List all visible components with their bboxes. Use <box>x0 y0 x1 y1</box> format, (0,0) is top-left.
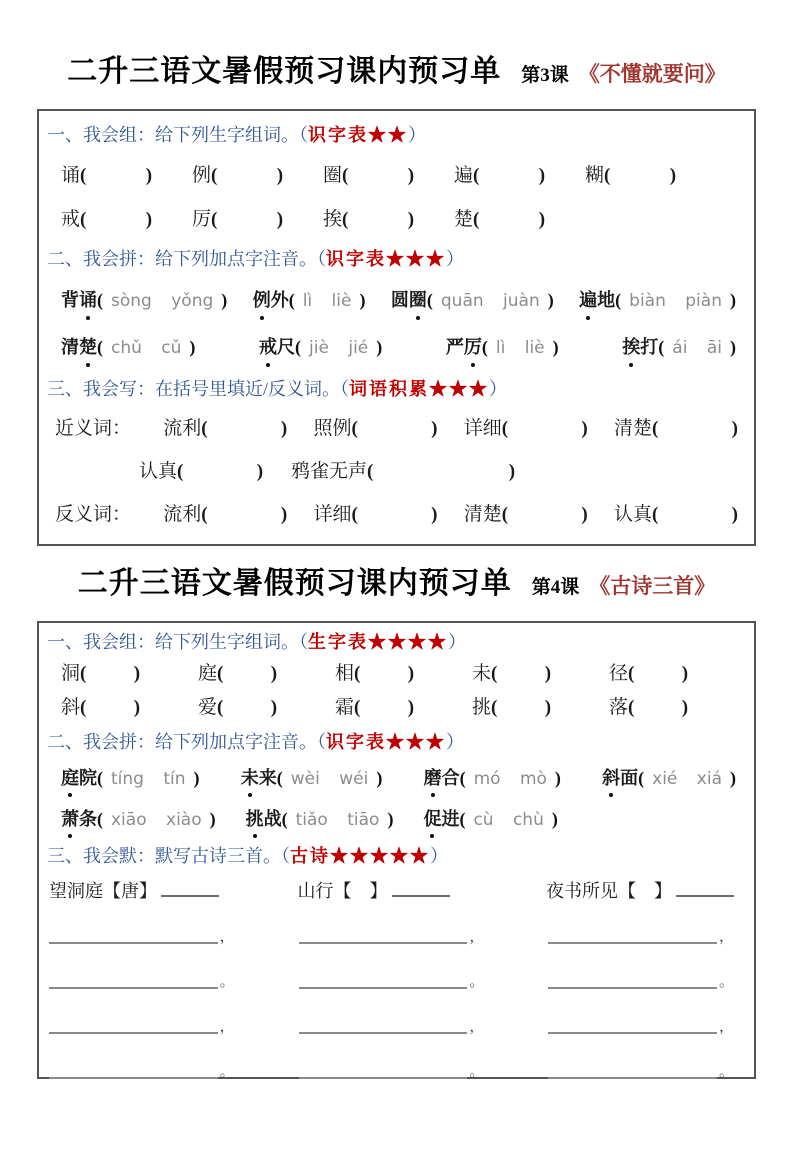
page-title: 二升三语文暑假预习课内预习单 <box>67 55 502 88</box>
worksheet-box-2 <box>37 621 756 1079</box>
writing-line <box>49 969 235 989</box>
word-char: 挨 <box>323 209 343 230</box>
punctuation: 。 <box>718 1064 734 1080</box>
word-char-dotted: 斜 <box>602 762 620 794</box>
section-source-label <box>281 846 448 866</box>
pinyin-row <box>47 762 740 795</box>
answer-blank-parens <box>491 660 551 688</box>
poem-title-row <box>47 876 740 906</box>
word-char-dotted: 圈 <box>409 283 427 317</box>
answer-blank-parens <box>217 694 277 722</box>
answer-blank-parens <box>367 457 515 487</box>
pinyin-choices: ( wèi wéi ) <box>277 762 383 795</box>
difficulty-stars: 古诗★★★★★ <box>290 846 430 866</box>
word-char: 糊 <box>585 165 605 186</box>
writing-line <box>299 969 485 989</box>
synonym-row <box>47 414 740 444</box>
word-char-dotted: 戒 <box>259 330 277 364</box>
worksheet-header-2 <box>0 562 793 611</box>
word-char: 条 <box>79 809 97 829</box>
pinyin-item <box>423 803 557 836</box>
word-char: 清 <box>61 337 79 357</box>
answer-blank-parens <box>491 694 551 722</box>
pinyin-item <box>61 803 216 836</box>
word-item <box>198 694 335 722</box>
punctuation: 。 <box>718 974 734 990</box>
section-heading-text: 三、我会默：默写古诗三首。 <box>47 846 281 866</box>
word-item <box>454 205 585 235</box>
answer-blank-parens <box>217 660 277 688</box>
blank-underline <box>299 1012 468 1034</box>
word-char-dotted: 挨 <box>622 330 640 364</box>
answer-blank-parens <box>177 457 263 487</box>
word-char: 地 <box>597 290 616 310</box>
word-char: 例 <box>192 165 212 186</box>
writing-line <box>299 1059 485 1079</box>
punctuation: 。 <box>219 1064 235 1080</box>
antonym-row <box>47 500 740 530</box>
word-text: 认真 <box>613 504 652 525</box>
section-heading <box>47 844 740 868</box>
writing-line <box>548 1014 734 1034</box>
pinyin-choices: ( sòng yǒng ) <box>97 283 227 318</box>
word-text: 清楚 <box>463 504 502 525</box>
word-item <box>464 500 588 530</box>
word-char: 挑 <box>472 697 492 718</box>
section-heading <box>47 377 740 401</box>
page-title: 二升三语文暑假预习课内预习单 <box>77 567 512 600</box>
word-char: 打 <box>640 337 659 357</box>
section-heading-text: 一、我会组：给下列生字组词。 <box>47 632 299 652</box>
section-heading <box>47 123 740 147</box>
author-blank-line <box>392 882 450 897</box>
punctuation: ， <box>469 929 485 945</box>
lesson-book-title: 《不懂就要问》 <box>578 62 726 86</box>
punctuation: ， <box>718 929 734 945</box>
answer-blank-parens <box>502 414 588 444</box>
word-char: 合 <box>441 768 460 788</box>
word-text: 详细 <box>313 504 352 525</box>
answer-blank-parens <box>201 500 287 530</box>
word-char: 院 <box>79 768 97 788</box>
word-text: 详细 <box>463 418 502 439</box>
pinyin-choices: ( jiè jié ) <box>295 330 382 365</box>
writing-line <box>49 924 235 944</box>
author-blank-line <box>161 882 219 897</box>
word-item <box>291 457 515 487</box>
blank-underline <box>548 922 717 944</box>
word-char-dotted: 萧 <box>61 803 79 835</box>
word-item <box>454 161 585 191</box>
word-item <box>472 660 609 688</box>
word-char: 背 <box>61 290 79 310</box>
pinyin-choices: ( quān juàn ) <box>427 283 554 318</box>
pinyin-choices: ( lì liè ) <box>482 330 559 365</box>
answer-blank-parens <box>211 161 283 191</box>
blank-underline <box>299 967 468 989</box>
word-char-dotted: 诵 <box>79 283 97 317</box>
word-item <box>614 414 738 444</box>
word-char: 霜 <box>335 697 355 718</box>
blank-underline <box>548 1057 717 1079</box>
poem-title <box>546 876 734 906</box>
section-source-label <box>299 632 466 652</box>
writing-line <box>299 924 485 944</box>
answer-blank-parens <box>351 414 437 444</box>
word-char: 面 <box>620 768 639 788</box>
word-char: 戒 <box>61 209 81 230</box>
answer-blank-parens <box>351 500 437 530</box>
word-row <box>47 161 740 191</box>
row-label: 反义词： <box>55 504 132 525</box>
word-item <box>192 161 323 191</box>
answer-blank-parens <box>652 500 738 530</box>
answer-blank-parens <box>80 660 140 688</box>
word-item <box>464 414 588 444</box>
punctuation: 。 <box>469 974 485 990</box>
punctuation: ， <box>718 1019 734 1035</box>
poem-writing-grid <box>47 924 740 1079</box>
answer-blank-parens <box>211 205 283 235</box>
word-item <box>323 161 454 191</box>
section-heading <box>47 247 740 271</box>
word-char: 进 <box>441 809 460 829</box>
word-char-dotted: 磨 <box>424 762 442 794</box>
blank-underline <box>49 922 218 944</box>
pinyin-item <box>579 283 736 318</box>
pinyin-row <box>47 803 740 836</box>
answer-blank-parens <box>80 205 152 235</box>
word-char-dotted: 促 <box>423 803 441 835</box>
poem-title-text: 望洞庭【唐】 <box>49 881 157 901</box>
writing-line <box>49 1014 235 1034</box>
word-char: 外 <box>270 290 289 310</box>
poem-title <box>298 876 483 906</box>
pinyin-choices: ( mó mò ) <box>460 762 561 795</box>
section-heading <box>47 630 740 654</box>
section-heading-text: 一、我会组：给下列生字组词。 <box>47 125 299 145</box>
section-source-label <box>317 249 464 269</box>
word-item <box>61 660 198 688</box>
pinyin-choices: ( cù chù ) <box>459 803 557 836</box>
blank-underline <box>299 1057 468 1079</box>
word-char-dotted: 例 <box>253 283 271 317</box>
pinyin-choices: ( ái āi ) <box>658 330 736 365</box>
word-char: 爱 <box>198 697 218 718</box>
word-text: 流利 <box>163 418 202 439</box>
pinyin-item <box>61 330 195 365</box>
writing-line <box>49 1059 235 1079</box>
answer-blank-parens <box>354 694 414 722</box>
word-item <box>163 414 287 444</box>
punctuation: 。 <box>469 1064 485 1080</box>
worksheet-header-1 <box>0 50 793 99</box>
word-char: 庭 <box>198 663 218 684</box>
section-source-label <box>299 125 426 145</box>
author-blank-line <box>676 882 734 897</box>
word-char: 严 <box>445 337 464 357</box>
answer-blank-parens <box>80 161 152 191</box>
word-char: 来 <box>258 768 277 788</box>
pinyin-item <box>61 762 200 795</box>
section-heading-text: 二、我会拼：给下列加点字注音。 <box>47 732 317 752</box>
word-char: 圈 <box>323 165 343 186</box>
pinyin-choices: ( biàn piàn ) <box>615 283 736 318</box>
word-item <box>163 500 287 530</box>
answer-blank-parens <box>354 660 414 688</box>
difficulty-stars: 识字表★★★ <box>326 249 446 269</box>
answer-blank-parens <box>628 660 688 688</box>
lesson-number: 第3课 <box>521 65 569 86</box>
punctuation: ， <box>469 1019 485 1035</box>
answer-blank-parens <box>502 500 588 530</box>
word-char: 圆 <box>390 290 409 310</box>
lesson-number: 第4课 <box>531 577 580 598</box>
punctuation: 。 <box>219 974 235 990</box>
pinyin-item <box>241 762 383 795</box>
worksheet-box-1 <box>37 109 756 546</box>
row-label: 近义词： <box>55 418 132 439</box>
word-char-dotted: 遍 <box>579 283 597 317</box>
section-source-label <box>317 732 464 752</box>
word-row <box>47 694 740 722</box>
answer-blank-parens <box>652 414 738 444</box>
pinyin-item <box>391 283 554 318</box>
word-char-dotted: 挑 <box>246 803 264 835</box>
pinyin-choices: ( lì liè ) <box>289 283 366 318</box>
punctuation: ， <box>219 1019 235 1035</box>
blank-underline <box>49 1057 218 1079</box>
answer-blank-parens <box>342 205 414 235</box>
word-char: 诵 <box>61 165 81 186</box>
pinyin-item <box>246 803 394 836</box>
synonym-row <box>47 457 740 487</box>
difficulty-stars: 词语积累★★★ <box>349 379 489 399</box>
word-item <box>313 414 437 444</box>
answer-blank-parens <box>473 161 545 191</box>
blank-underline <box>49 1012 218 1034</box>
blank-underline <box>299 922 468 944</box>
lesson-book-title: 《古诗三首》 <box>589 574 716 598</box>
difficulty-stars: 识字表★★ <box>308 125 408 145</box>
word-text: 清楚 <box>613 418 652 439</box>
word-item <box>614 500 738 530</box>
row-label <box>55 457 139 487</box>
word-char-dotted: 未 <box>241 762 259 794</box>
pinyin-item <box>446 330 559 365</box>
word-char: 洞 <box>61 663 81 684</box>
word-item <box>585 161 716 191</box>
difficulty-stars: 生字表★★★★ <box>308 632 448 652</box>
word-char: 战 <box>263 809 282 829</box>
poem-title-text: 山行【 】 <box>297 881 388 901</box>
word-row <box>47 205 740 235</box>
word-char-dotted: 楚 <box>79 330 97 364</box>
pinyin-item <box>253 283 366 318</box>
pinyin-item <box>602 762 736 795</box>
word-char: 尺 <box>277 337 296 357</box>
word-char: 遍 <box>454 165 474 186</box>
word-item <box>609 660 746 688</box>
word-char: 径 <box>609 663 629 684</box>
pinyin-row <box>47 330 740 365</box>
pinyin-item <box>61 283 227 318</box>
pinyin-item <box>259 330 382 365</box>
pinyin-choices: ( chǔ cǔ ) <box>97 330 195 365</box>
word-row <box>47 660 740 688</box>
pinyin-choices: ( xiāo xiào ) <box>97 803 216 836</box>
section-heading <box>47 730 740 754</box>
word-item <box>61 694 198 722</box>
blank-underline <box>49 967 218 989</box>
section-source-label <box>340 379 507 399</box>
pinyin-item <box>424 762 561 795</box>
word-item <box>323 205 454 235</box>
word-char: 落 <box>609 697 629 718</box>
pinyin-item <box>622 330 736 365</box>
punctuation: ， <box>219 929 235 945</box>
word-item <box>472 694 609 722</box>
writing-line <box>548 969 734 989</box>
word-item <box>61 205 192 235</box>
pinyin-row <box>47 283 740 318</box>
word-char: 楚 <box>454 209 474 230</box>
poem-title-text: 夜书所见【 】 <box>546 881 672 901</box>
difficulty-stars: 识字表★★★ <box>326 732 446 752</box>
word-item <box>335 694 472 722</box>
word-item <box>609 694 746 722</box>
pinyin-choices: ( tíng tín ) <box>97 762 200 795</box>
pinyin-choices: ( tiǎo tiāo ) <box>282 803 394 836</box>
answer-blank-parens <box>80 694 140 722</box>
word-text: 流利 <box>163 504 202 525</box>
word-item <box>335 660 472 688</box>
word-item <box>198 660 335 688</box>
word-char: 斜 <box>61 697 81 718</box>
word-text: 认真 <box>139 461 178 482</box>
answer-blank-parens <box>473 205 545 235</box>
writing-line <box>548 924 734 944</box>
word-char-dotted: 厉 <box>464 330 482 364</box>
blank-underline <box>548 1012 717 1034</box>
section-heading-text: 二、我会拼：给下列加点字注音。 <box>47 249 317 269</box>
word-item <box>139 457 263 487</box>
answer-blank-parens <box>604 161 676 191</box>
word-item <box>61 161 192 191</box>
word-char: 未 <box>472 663 492 684</box>
writing-line <box>548 1059 734 1079</box>
word-item <box>192 205 323 235</box>
word-item <box>313 500 437 530</box>
answer-blank-parens <box>201 414 287 444</box>
word-text: 鸦雀无声 <box>291 461 368 482</box>
word-char: 厉 <box>192 209 212 230</box>
word-text: 照例 <box>313 418 352 439</box>
blank-underline <box>548 967 717 989</box>
answer-blank-parens <box>628 694 688 722</box>
pinyin-choices: ( xié xiá ) <box>638 762 736 795</box>
word-char: 相 <box>335 663 355 684</box>
poem-title <box>49 876 234 906</box>
section-heading-text: 三、我会写：在括号里填近/反义词。 <box>47 379 340 399</box>
word-char-dotted: 庭 <box>61 762 79 794</box>
writing-line <box>299 1014 485 1034</box>
answer-blank-parens <box>342 161 414 191</box>
